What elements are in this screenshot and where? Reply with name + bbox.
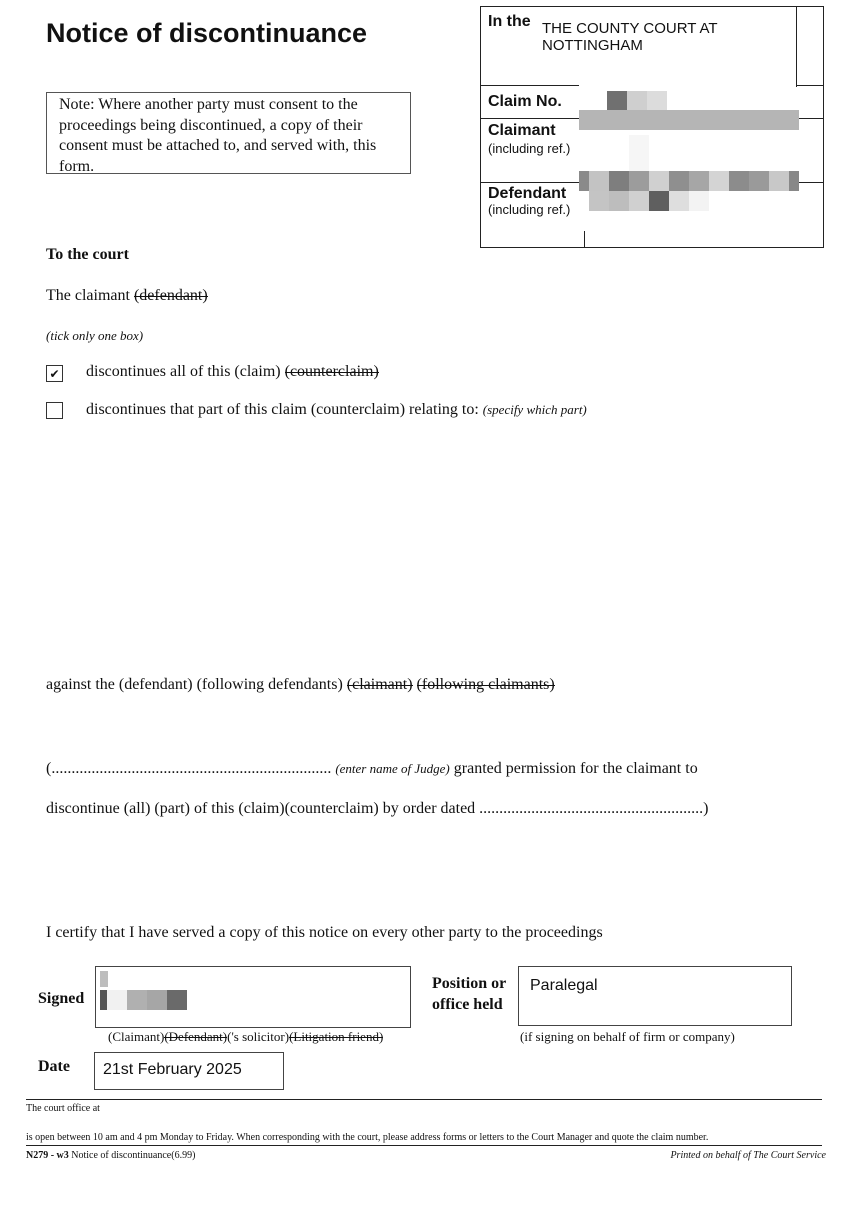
signature-caption bbox=[108, 1029, 383, 1045]
divider bbox=[796, 7, 797, 87]
position-label-line2: office held bbox=[432, 996, 503, 1013]
defendant-struck: (defendant) bbox=[133, 287, 208, 304]
defendant-redacted bbox=[589, 191, 709, 211]
claimant-sub-label: (including ref.) bbox=[488, 141, 571, 156]
claimant-label: Claimant bbox=[488, 122, 556, 139]
court-details-box bbox=[480, 6, 824, 248]
form-code-line bbox=[26, 1150, 195, 1161]
check-icon: ✔ bbox=[49, 366, 60, 381]
option-all-line bbox=[86, 363, 379, 381]
court-name-line1: THE COUNTY COURT AT bbox=[542, 20, 718, 37]
signed-label: Signed bbox=[38, 990, 85, 1007]
form-code: N279 - w3 bbox=[26, 1150, 69, 1161]
caption-claimant: (Claimant) bbox=[108, 1029, 165, 1044]
signature-box[interactable] bbox=[95, 966, 411, 1028]
footer-rule bbox=[26, 1145, 822, 1146]
claimant-text: The claimant bbox=[46, 287, 130, 304]
court-office-text: The court office at bbox=[26, 1103, 100, 1114]
divider bbox=[584, 231, 585, 247]
claimant-line bbox=[46, 287, 208, 305]
footer-rule bbox=[26, 1099, 822, 1100]
judge-permission-line bbox=[46, 760, 698, 778]
opening-hours-text: is open between 10 am and 4 pm Monday to Friday. When corresponding with the court, please address forms or letters to the Court Manager and quote the claim number. bbox=[26, 1132, 709, 1143]
to-court-heading: To the court bbox=[46, 246, 129, 263]
date-field[interactable] bbox=[94, 1052, 284, 1090]
certify-statement: I certify that I have served a copy of this notice on every other party to the proceedings bbox=[46, 924, 603, 941]
discontinue-all-checkbox[interactable] bbox=[46, 365, 63, 382]
date-label: Date bbox=[38, 1058, 70, 1075]
in-the-label: In the bbox=[488, 13, 531, 30]
judge-rest: granted permission for the claimant to bbox=[453, 760, 698, 777]
option-part-line bbox=[86, 401, 587, 419]
defendant-redacted bbox=[579, 171, 799, 191]
caption-litigation-struck: (Litigation friend) bbox=[289, 1029, 384, 1044]
position-label bbox=[432, 973, 506, 1015]
consent-note-box bbox=[46, 92, 411, 174]
against-text: against the (defendant) (following defendants) bbox=[46, 676, 343, 693]
against-line bbox=[46, 676, 555, 694]
consent-note-text: Note: Where another party must consent to the proceedings being discontinued, a copy of their consent must be attached to, and served with, this form. bbox=[59, 96, 377, 175]
claimant-struck: (claimant) bbox=[346, 676, 413, 693]
position-value: Paralegal bbox=[530, 977, 598, 994]
position-field[interactable] bbox=[518, 966, 792, 1026]
defendant-sub-label: (including ref.) bbox=[488, 202, 571, 217]
tick-instruction: (tick only one box) bbox=[46, 328, 144, 343]
caption-solicitor: ('s solicitor) bbox=[227, 1029, 290, 1044]
claimant-redacted bbox=[629, 135, 649, 173]
signature-redacted bbox=[100, 971, 108, 987]
following-claimants-struck: (following claimants) bbox=[416, 676, 555, 693]
position-caption: (if signing on behalf of firm or company) bbox=[520, 1029, 735, 1044]
claimant-redacted bbox=[579, 110, 799, 130]
claim-no-redacted bbox=[607, 91, 667, 111]
discontinue-part-checkbox[interactable] bbox=[46, 402, 63, 419]
counterclaim-struck: (counterclaim) bbox=[284, 363, 379, 380]
form-name: Notice of discontinuance(6.99) bbox=[71, 1150, 196, 1161]
judge-blank: (...................................................................... bbox=[46, 760, 332, 777]
signature-redacted bbox=[100, 990, 187, 1010]
judge-hint: (enter name of Judge) bbox=[335, 761, 450, 776]
divider bbox=[796, 85, 823, 86]
court-name-line2: NOTTINGHAM bbox=[542, 37, 643, 54]
option-part-hint: (specify which part) bbox=[482, 402, 587, 417]
divider bbox=[481, 182, 579, 183]
discontinue-order-line: discontinue (all) (part) of this (claim)(counterclaim) by order dated ........................................................) bbox=[46, 800, 709, 817]
form-title: Notice of discontinuance bbox=[46, 18, 368, 48]
divider bbox=[481, 85, 579, 86]
printed-by: Printed on behalf of The Court Service bbox=[670, 1150, 826, 1161]
position-label-line1: Position or bbox=[432, 975, 507, 992]
defendant-label: Defendant bbox=[488, 185, 567, 202]
date-value: 21st February 2025 bbox=[103, 1061, 242, 1078]
claim-no-label: Claim No. bbox=[488, 93, 562, 110]
option-all-text: discontinues all of this (claim) bbox=[86, 363, 281, 380]
option-part-text: discontinues that part of this claim (counterclaim) relating to: bbox=[86, 401, 479, 418]
divider bbox=[799, 182, 823, 183]
caption-defendant-struck: (Defendant) bbox=[164, 1029, 228, 1044]
